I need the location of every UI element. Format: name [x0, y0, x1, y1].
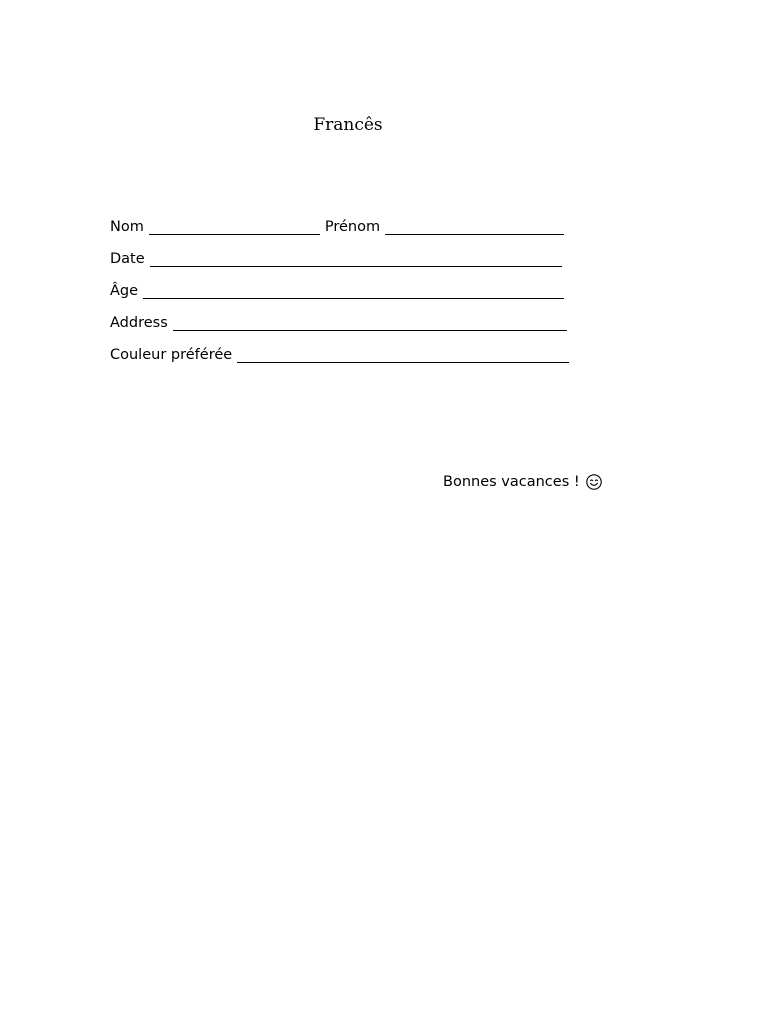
field-label-date: Date: [110, 251, 145, 267]
field-label-address: Address: [110, 315, 168, 331]
page-title: Francês: [313, 115, 383, 135]
field-label-couleur-preferee: Couleur préférée: [110, 347, 233, 363]
form-row-nom-prenom: [110, 215, 564, 237]
smiling-face-icon: [586, 474, 602, 490]
field-label-nom: Nom: [110, 219, 144, 235]
blank-line-age[interactable]: [143, 283, 564, 299]
closing-line: [443, 472, 602, 492]
form-row-age: [110, 279, 564, 301]
blank-line-prenom[interactable]: [385, 219, 564, 235]
blank-line-couleur-preferee[interactable]: [237, 347, 569, 363]
blank-line-nom[interactable]: [149, 219, 320, 235]
form-row-couleur-preferee: [110, 343, 569, 365]
blank-line-address[interactable]: [173, 315, 567, 331]
form-row-date: [110, 247, 562, 269]
blank-line-date[interactable]: [150, 251, 562, 267]
closing-text: Bonnes vacances !: [443, 474, 580, 490]
form-row-address: [110, 311, 567, 333]
field-label-prenom: Prénom: [324, 219, 381, 235]
field-label-age: Âge: [110, 283, 139, 299]
